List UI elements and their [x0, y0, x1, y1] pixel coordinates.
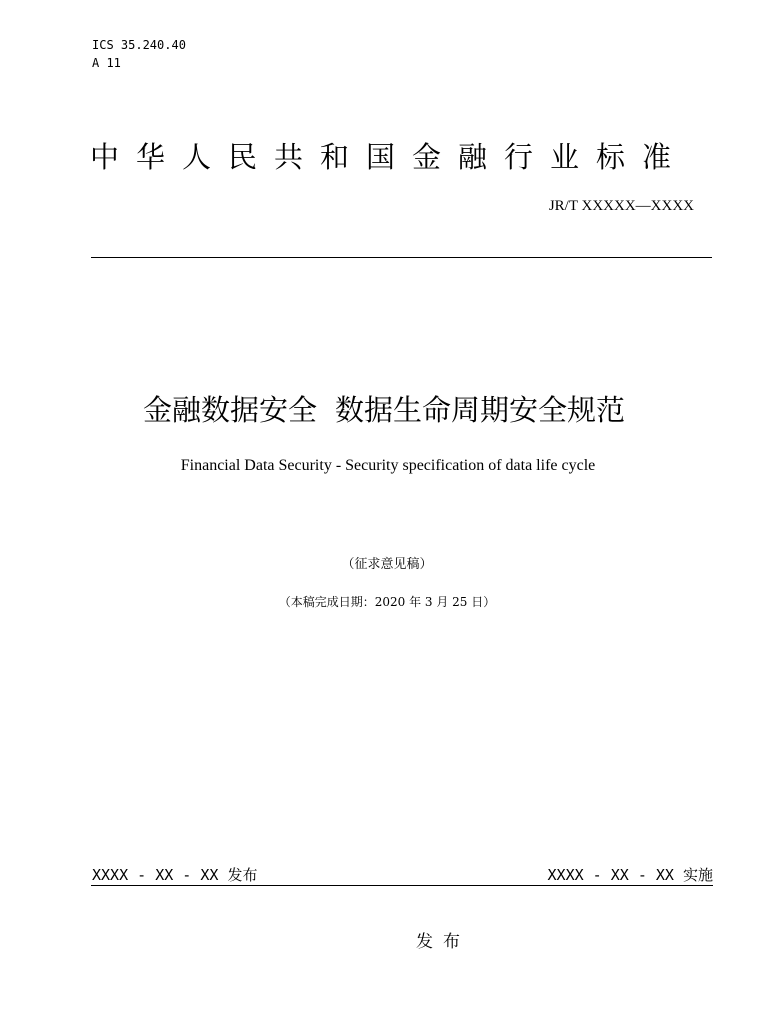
implementation-date: XXXX - XX - XX 实施 — [547, 866, 713, 884]
document-title-cn-part2: 数据生命周期安全规范 — [335, 393, 626, 427]
issuer-label: 发布 — [416, 932, 470, 952]
header-divider — [91, 257, 712, 258]
document-title-cn — [0, 388, 768, 432]
release-date: XXXX - XX - XX 发布 — [92, 866, 258, 884]
document-title-en: Financial Data Security - Security specification of data life cycle — [180, 457, 596, 474]
standard-number: JR/T XXXXX—XXXX — [548, 198, 694, 214]
ics-code: ICS 35.240.40 — [92, 38, 186, 52]
footer-divider — [91, 885, 713, 886]
standard-category-title: 中华人民共和国金融行业标准 — [90, 140, 689, 174]
classification-code: A 11 — [92, 56, 121, 70]
document-title-cn-part1: 金融数据安全 — [142, 393, 317, 427]
draft-completion-date: （本稿完成日期：2020 年 3 月 25 日） — [278, 595, 496, 609]
draft-status-label: （征求意见稿） — [341, 557, 433, 572]
